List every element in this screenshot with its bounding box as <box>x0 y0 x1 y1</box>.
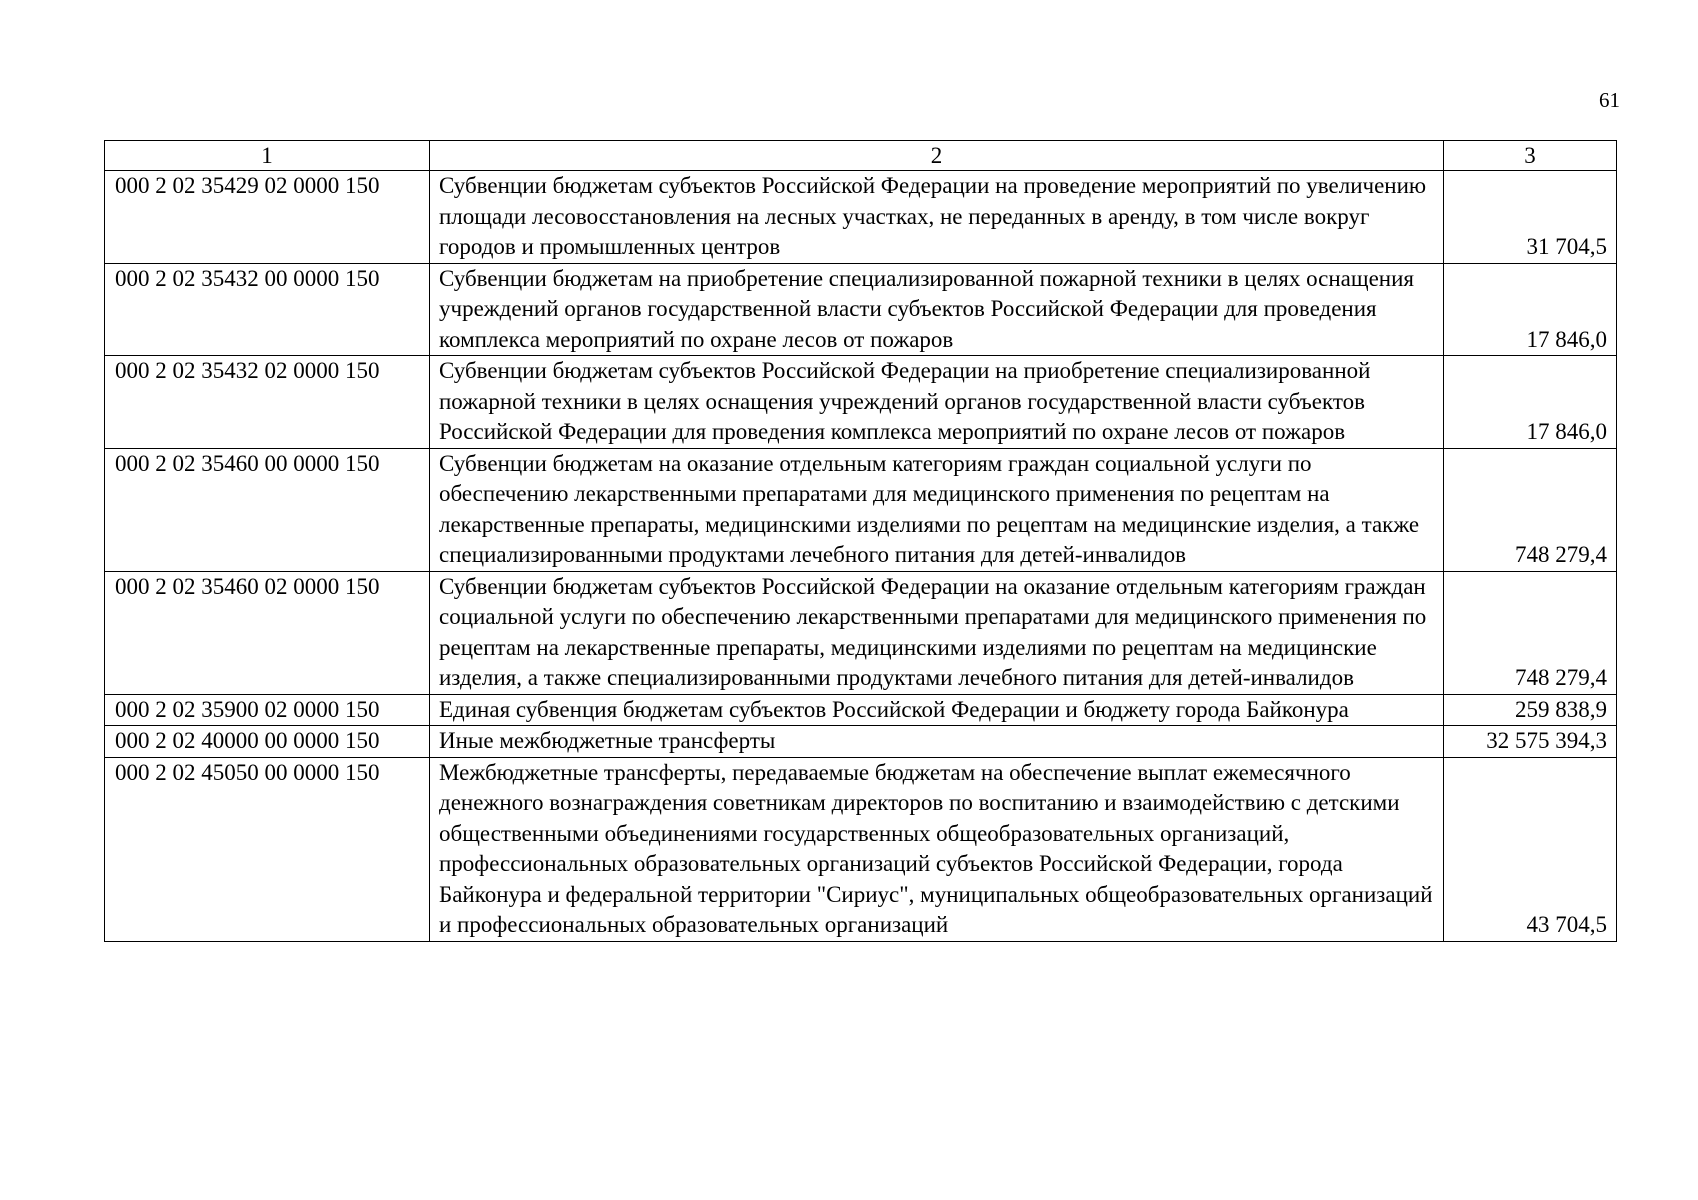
table-row <box>105 263 1617 356</box>
row-code: 000 2 02 35432 00 0000 150 <box>105 263 430 356</box>
table-row <box>105 356 1617 449</box>
row-code: 000 2 02 35900 02 0000 150 <box>105 694 430 726</box>
table-row <box>105 757 1617 941</box>
row-amount: 259 838,9 <box>1444 694 1617 726</box>
row-name: Единая субвенция бюджетам субъектов Российской Федерации и бюджету города Байконура <box>430 694 1444 726</box>
row-amount: 32 575 394,3 <box>1444 726 1617 758</box>
row-code: 000 2 02 35432 02 0000 150 <box>105 356 430 449</box>
row-name: Субвенции бюджетам на приобретение специализированной пожарной техники в целях оснащения учреждений органов государственной власти субъектов Российской Федерации для проведения комплекса мероприятий по охране лесов от пожаров <box>430 263 1444 356</box>
row-code: 000 2 02 35460 00 0000 150 <box>105 448 430 571</box>
table-row <box>105 571 1617 694</box>
row-amount: 17 846,0 <box>1444 263 1617 356</box>
row-code: 000 2 02 45050 00 0000 150 <box>105 757 430 941</box>
table-row <box>105 448 1617 571</box>
row-amount: 748 279,4 <box>1444 448 1617 571</box>
table-row <box>105 726 1617 758</box>
table-row <box>105 171 1617 264</box>
row-code: 000 2 02 35460 02 0000 150 <box>105 571 430 694</box>
table-row <box>105 694 1617 726</box>
row-name: Субвенции бюджетам на оказание отдельным категориям граждан социальной услуги по обеспечению лекарственными препаратами для медицинского применения по рецептам на лекарственные препараты, медицинскими изделиями по рецептам на медицинские изделия, а также специализированными продуктами лечебного питания для детей-инвалидов <box>430 448 1444 571</box>
column-header-amount: 3 <box>1444 141 1617 171</box>
row-name: Межбюджетные трансферты, передаваемые бюджетам на обеспечение выплат ежемесячного денежного вознаграждения советникам директоров по воспитанию и взаимодействию с детскими общественными объединениями государственных общеобразовательных организаций, профессиональных образовательных организаций субъектов Российской Федерации, города Байконура и федеральной территории "Сириус", муниципальных общеобразовательных организаций и профессиональных образовательных организаций <box>430 757 1444 941</box>
row-amount: 17 846,0 <box>1444 356 1617 449</box>
row-amount: 31 704,5 <box>1444 171 1617 264</box>
row-name: Субвенции бюджетам субъектов Российской Федерации на приобретение специализированной пожарной техники в целях оснащения учреждений органов государственной власти субъектов Российской Федерации для проведения комплекса мероприятий по охране лесов от пожаров <box>430 356 1444 449</box>
page-number: 61 <box>1599 88 1620 112</box>
row-name: Субвенции бюджетам субъектов Российской Федерации на оказание отдельным категориям граждан социальной услуги по обеспечению лекарственными препаратами для медицинского применения по рецептам на лекарственные препараты, медицинскими изделиями по рецептам на медицинские изделия, а также специализированными продуктами лечебного питания для детей-инвалидов <box>430 571 1444 694</box>
row-amount: 748 279,4 <box>1444 571 1617 694</box>
row-code: 000 2 02 40000 00 0000 150 <box>105 726 430 758</box>
row-code: 000 2 02 35429 02 0000 150 <box>105 171 430 264</box>
row-name: Иные межбюджетные трансферты <box>430 726 1444 758</box>
table-header-row <box>105 141 1617 171</box>
budget-table <box>104 140 1617 942</box>
column-header-name: 2 <box>430 141 1444 171</box>
column-header-code: 1 <box>105 141 430 171</box>
row-amount: 43 704,5 <box>1444 757 1617 941</box>
row-name: Субвенции бюджетам субъектов Российской Федерации на проведение мероприятий по увеличению площади лесовосстановления на лесных участках, не переданных в аренду, в том числе вокруг городов и промышленных центров <box>430 171 1444 264</box>
